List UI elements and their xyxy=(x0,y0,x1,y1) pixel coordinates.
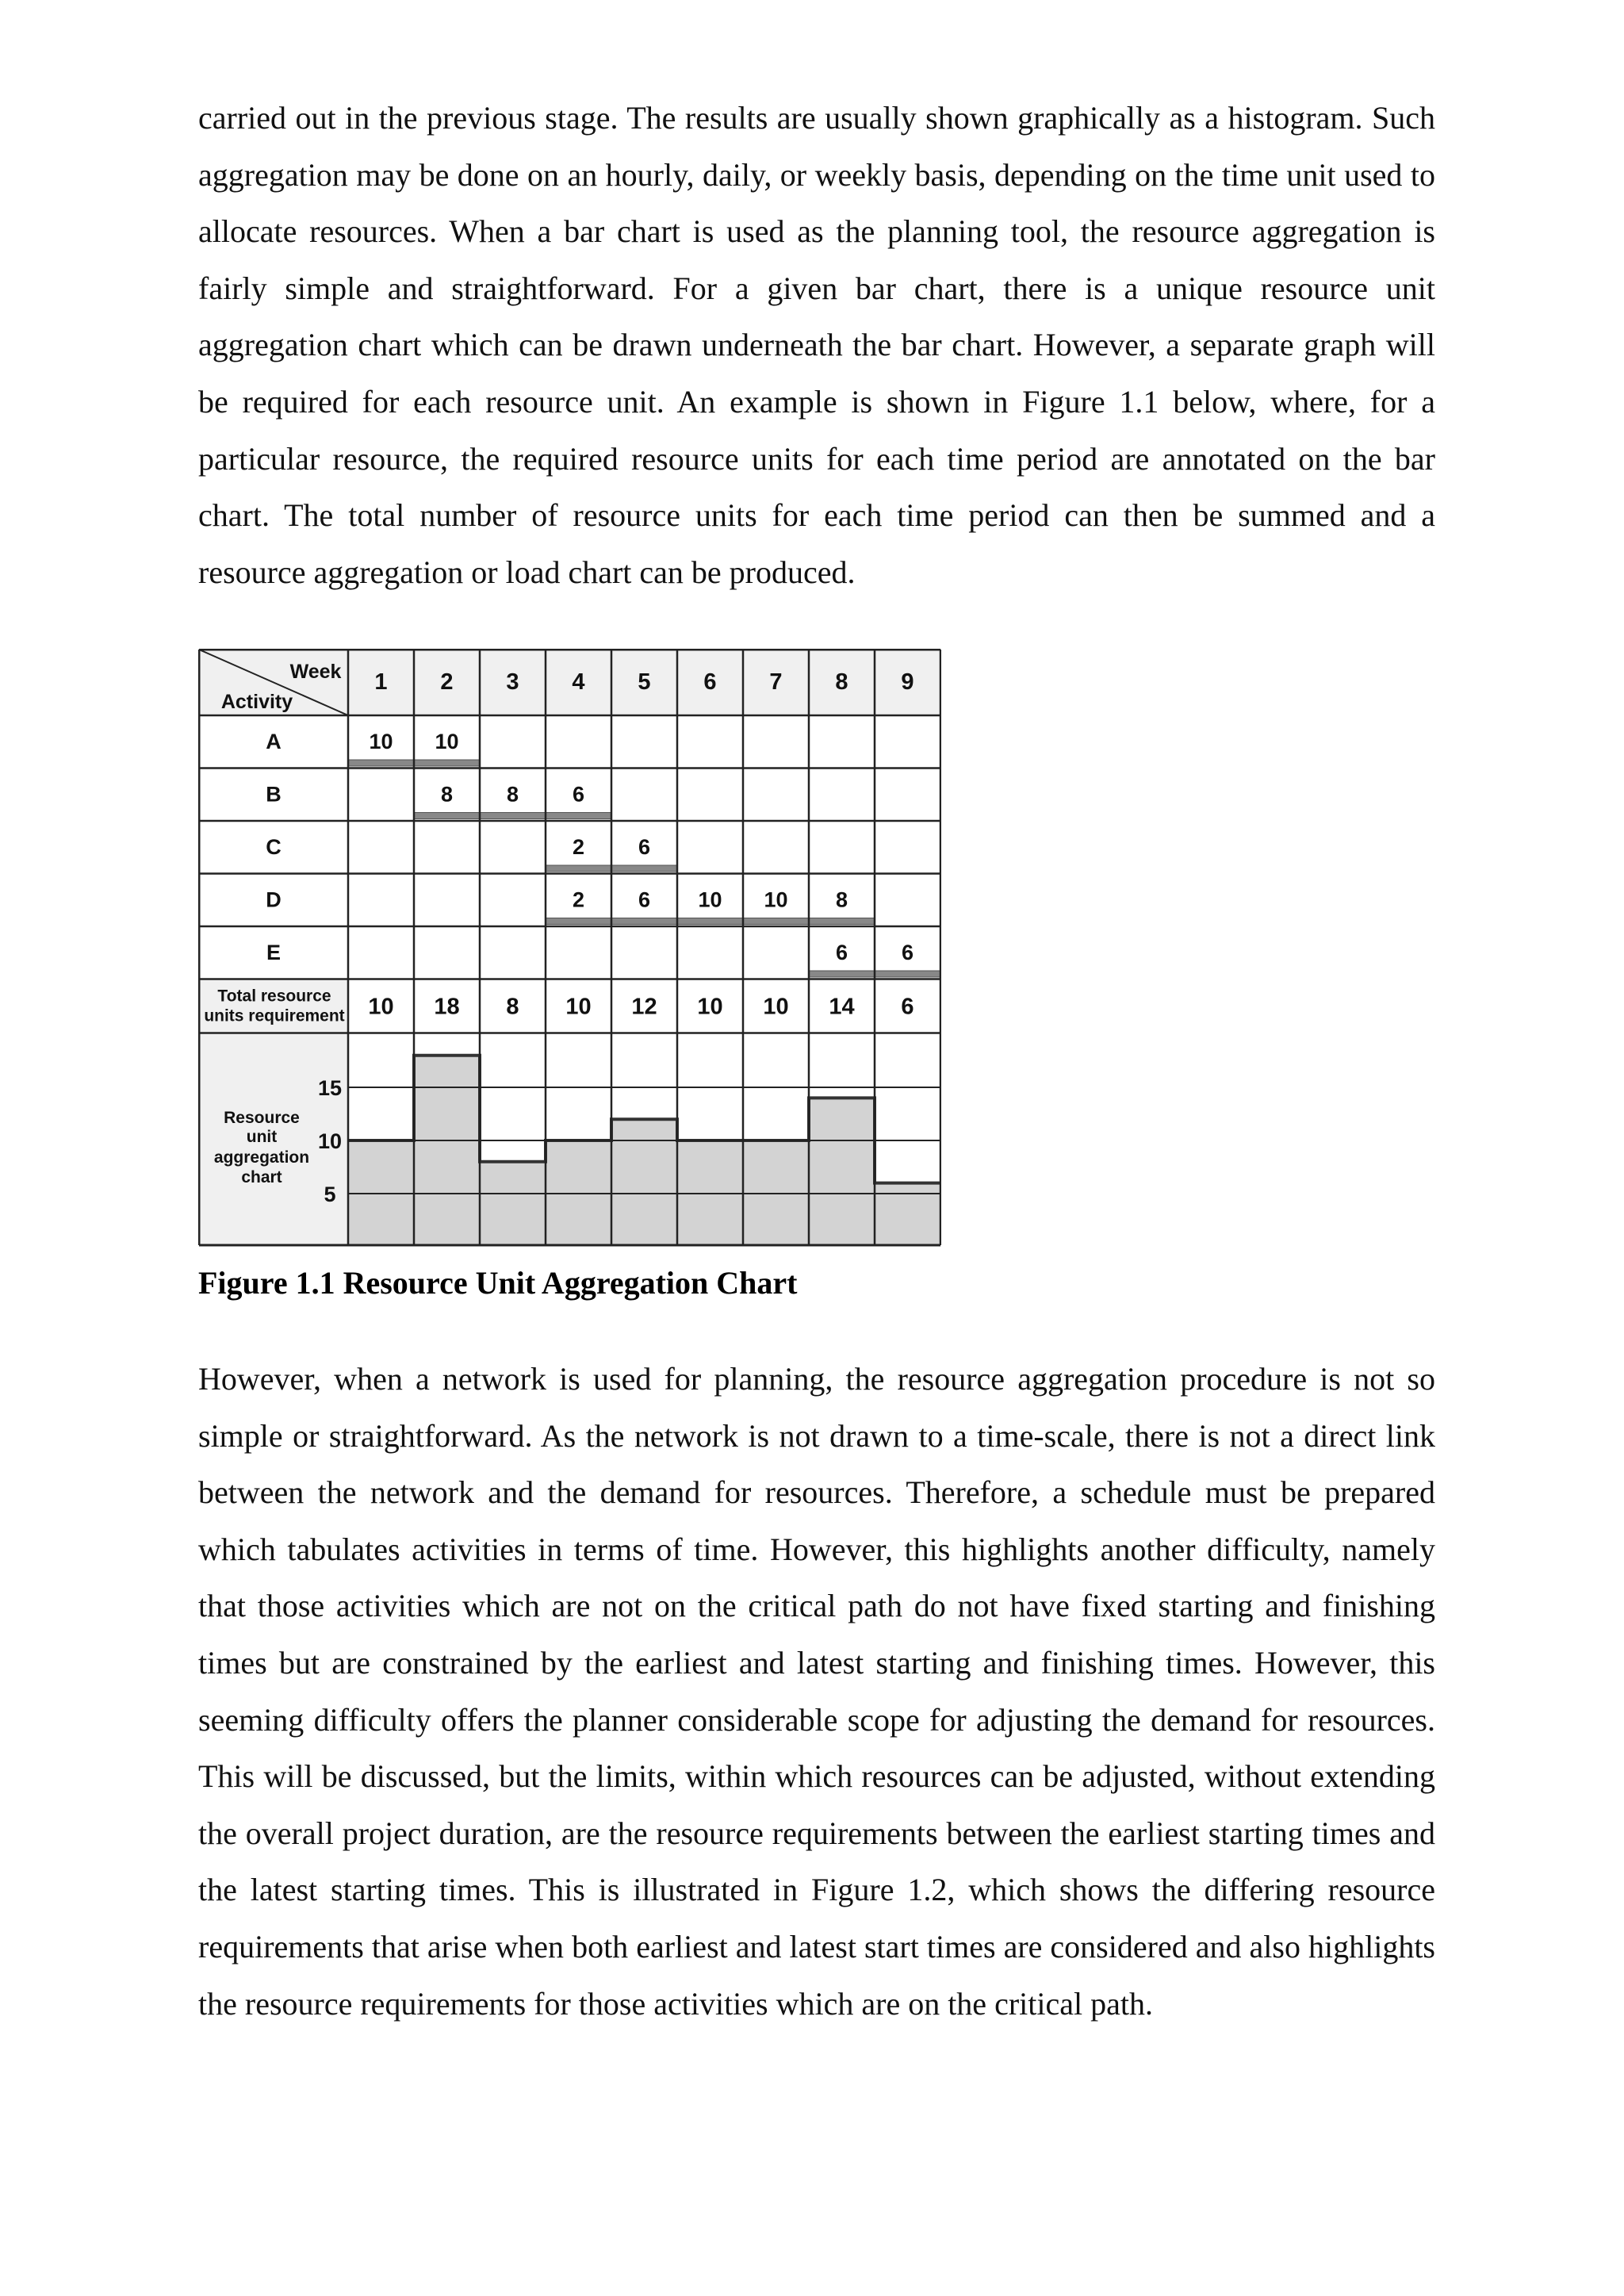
activity-name: B xyxy=(266,782,282,807)
activity-value: 2 xyxy=(572,887,585,912)
activity-value: 10 xyxy=(698,887,722,912)
activity-value: 10 xyxy=(369,730,393,753)
activity-bar-D xyxy=(546,918,875,925)
body-paragraph-2: However, when a network is used for planning, the resource aggregation procedure is not so simple or straightforward. As the network is not drawn to a time-scale, there is not a direct link between the network and the demand for resources. Therefore, a schedule must be prepared which tabulates activities in terms of time. However, this highlights another difficulty, namely that those activities which are not on the critical path do not have fixed starting and finishing times but are constrained by the earliest and latest starting and finishing times. However, this seeming difficulty offers the planner considerable scope for adjusting the demand for resources. This will be discussed, but the limits, within which resources can be adjusted, without extending the overall project duration, are the resource requirements between the earliest starting times and the latest starting times. This is illustrated in Figure 1.2, which shows the differing resource requirements that arise when both earliest and latest start times are considered and also highlights the resource requirements for those activities which are on the critical path. xyxy=(198,1361,1435,2022)
histogram-bar xyxy=(611,1119,677,1245)
activity-value: 6 xyxy=(638,835,651,859)
activity-value: 10 xyxy=(764,887,788,912)
total-value: 10 xyxy=(565,994,592,1020)
figure-caption: Figure 1.1 Resource Unit Aggregation Chart xyxy=(198,1265,798,1301)
total-value: 10 xyxy=(368,994,394,1020)
histogram-tick-label: 10 xyxy=(317,1129,343,1153)
activity-bar-B xyxy=(414,813,611,819)
header-activity-label: Activity xyxy=(220,691,293,713)
total-value: 14 xyxy=(829,994,855,1020)
total-value: 8 xyxy=(506,994,519,1020)
activity-name: A xyxy=(266,730,282,753)
activity-value: 8 xyxy=(835,887,848,912)
activity-value: 8 xyxy=(440,782,454,807)
week-number: 2 xyxy=(440,669,454,695)
total-value: 18 xyxy=(434,994,460,1020)
week-number: 3 xyxy=(506,669,519,695)
histogram-bar xyxy=(875,1183,940,1245)
histogram-label: aggregation xyxy=(213,1148,310,1167)
total-value: 6 xyxy=(901,994,914,1020)
activity-value: 6 xyxy=(638,887,651,912)
histogram-label: unit xyxy=(246,1128,278,1146)
week-number: 8 xyxy=(835,669,848,695)
activity-name: E xyxy=(266,941,282,964)
histogram-bar xyxy=(480,1162,546,1245)
activity-value: 6 xyxy=(901,941,914,964)
histogram-bar xyxy=(414,1056,480,1245)
histogram-tick-label: 5 xyxy=(324,1182,336,1206)
activity-value: 6 xyxy=(572,782,585,807)
histogram-label: Resource xyxy=(224,1109,300,1127)
total-label: units requirement xyxy=(204,1006,345,1025)
histogram-bar xyxy=(809,1098,875,1245)
histogram-label: chart xyxy=(241,1168,282,1186)
total-value: 10 xyxy=(763,994,789,1020)
activity-name: D xyxy=(266,887,282,912)
activity-value: 10 xyxy=(435,730,459,753)
activity-value: 8 xyxy=(506,782,519,807)
week-number: 7 xyxy=(769,669,783,695)
week-number: 5 xyxy=(638,669,651,695)
activity-value: 2 xyxy=(572,835,585,859)
total-label: Total resource xyxy=(217,987,331,1006)
activity-value: 6 xyxy=(835,941,848,964)
week-number: 9 xyxy=(901,669,914,695)
week-number: 6 xyxy=(703,669,717,695)
week-number: 4 xyxy=(572,669,585,695)
total-value: 12 xyxy=(631,994,657,1020)
body-paragraph-1: carried out in the previous stage. The results are usually shown graphically as a histogram. Such aggregation may be done on an hourly, daily, or weekly basis, depending on the time unit used to allocate resources. When a bar chart is used as the planning tool, the resource aggregation is fairly simple and straightforward. For a given bar chart, there is a unique resource unit aggregation chart which can be drawn underneath the bar chart. However, a separate graph will be required for each resource unit. An example is shown in Figure 1.1 below, where, for a particular resource, the required resource units for each time period are annotated on the bar chart. The total number of resource units for each time period can then be summed and a resource aggregation or load chart can be produced. xyxy=(198,100,1435,590)
week-number: 1 xyxy=(374,669,388,695)
resource-aggregation-figure xyxy=(198,649,941,1247)
activity-name: C xyxy=(266,835,282,859)
histogram-tick-label: 15 xyxy=(317,1076,343,1100)
total-value: 10 xyxy=(697,994,723,1020)
header-week-label: Week xyxy=(289,661,342,683)
